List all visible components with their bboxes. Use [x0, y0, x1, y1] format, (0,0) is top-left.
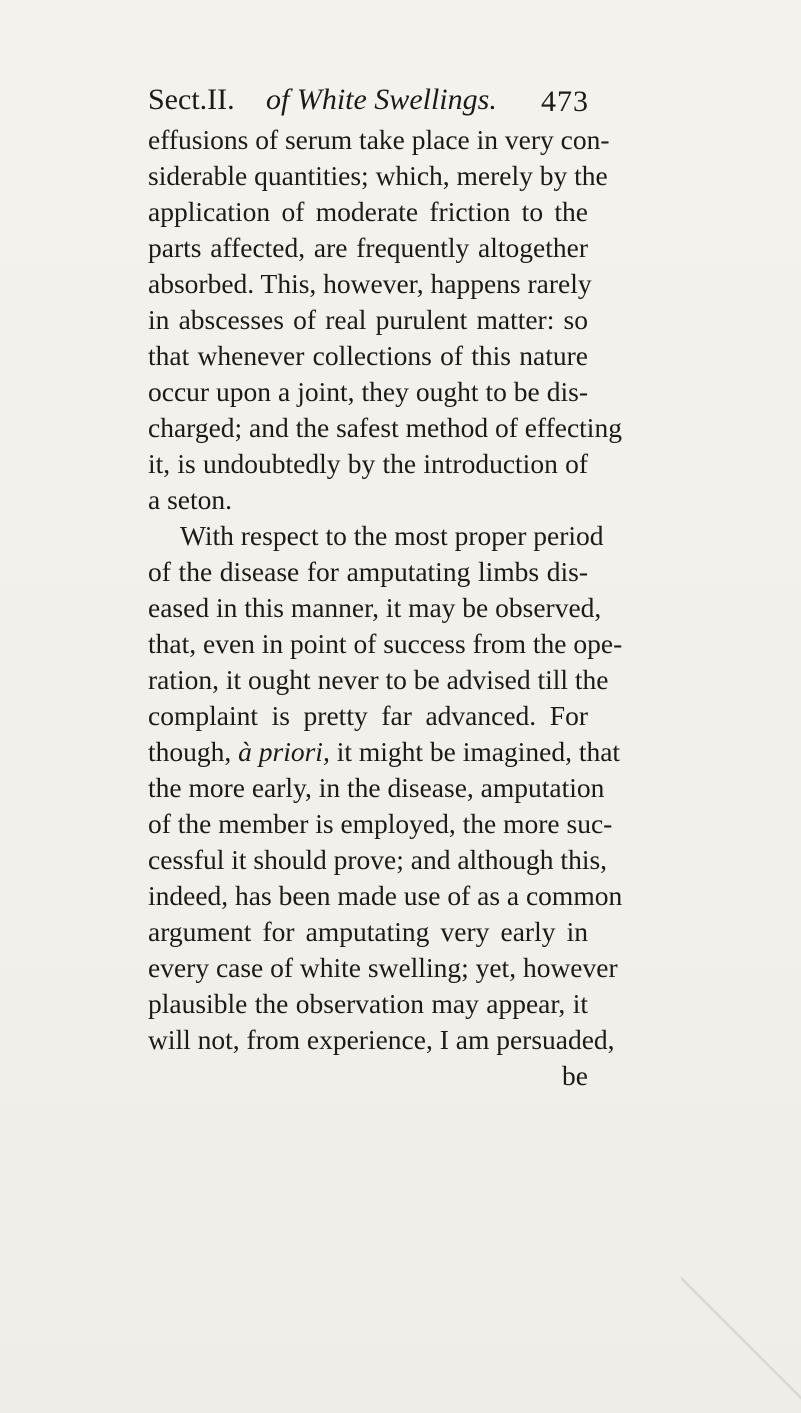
chapter-title: of White Swellings.	[266, 83, 497, 116]
text-line: of the disease for amputating limbs dis-	[148, 556, 588, 587]
catchword: be	[562, 1060, 588, 1091]
text-line: the more early, in the disease, amputation	[148, 772, 605, 803]
text-fragment: though,	[148, 736, 232, 767]
text-line: cessful it should prove; and although this,	[148, 844, 608, 875]
text-line: siderable quantities; which, merely by the	[148, 160, 608, 191]
section-label: Sect.II.	[148, 83, 235, 116]
text-line: indeed, has been made use of as a common	[148, 880, 623, 911]
running-head	[148, 80, 589, 120]
text-line: ration, it ought never to be advised till the	[148, 664, 609, 695]
text-line: charged; and the safest method of effecting	[148, 412, 622, 443]
text-line: eased in this manner, it may be observed,	[148, 592, 602, 623]
text-line: application of moderate friction to the	[148, 196, 588, 227]
page-number: 473	[541, 85, 589, 118]
text-line: parts affected, are frequently altogether	[148, 232, 588, 263]
text-line: in abscesses of real purulent matter: so	[148, 304, 588, 335]
text-line: effusions of serum take place in very con-	[148, 124, 610, 155]
text-line: that whenever collections of this nature	[148, 340, 588, 371]
text-line: of the member is employed, the more suc-	[148, 808, 613, 839]
text-line: plausible the observation may appear, it	[148, 988, 588, 1019]
text-line: argument for amputating very early in	[148, 916, 588, 947]
text-line-with-italic	[148, 734, 621, 770]
body-text	[148, 122, 623, 1094]
text-line: occur upon a joint, they ought to be dis-	[148, 376, 588, 407]
text-fragment: it might be imagined, that	[336, 736, 621, 767]
text-line: will not, from experience, I am persuaded,	[148, 1024, 615, 1055]
page-crease-mark	[681, 1263, 801, 1413]
text-line: every case of white swelling; yet, however	[148, 952, 618, 983]
text-line: complaint is pretty far advanced. For	[148, 700, 588, 731]
text-line: that, even in point of success from the ope-	[148, 628, 623, 659]
italic-phrase: à priori,	[238, 736, 330, 767]
text-line: absorbed. This, however, happens rarely	[148, 268, 592, 299]
paragraph-end-line: a seton.	[148, 484, 233, 515]
text-line: it, is undoubtedly by the introduction of	[148, 448, 588, 479]
paragraph-start-line: With respect to the most proper period	[180, 520, 604, 551]
